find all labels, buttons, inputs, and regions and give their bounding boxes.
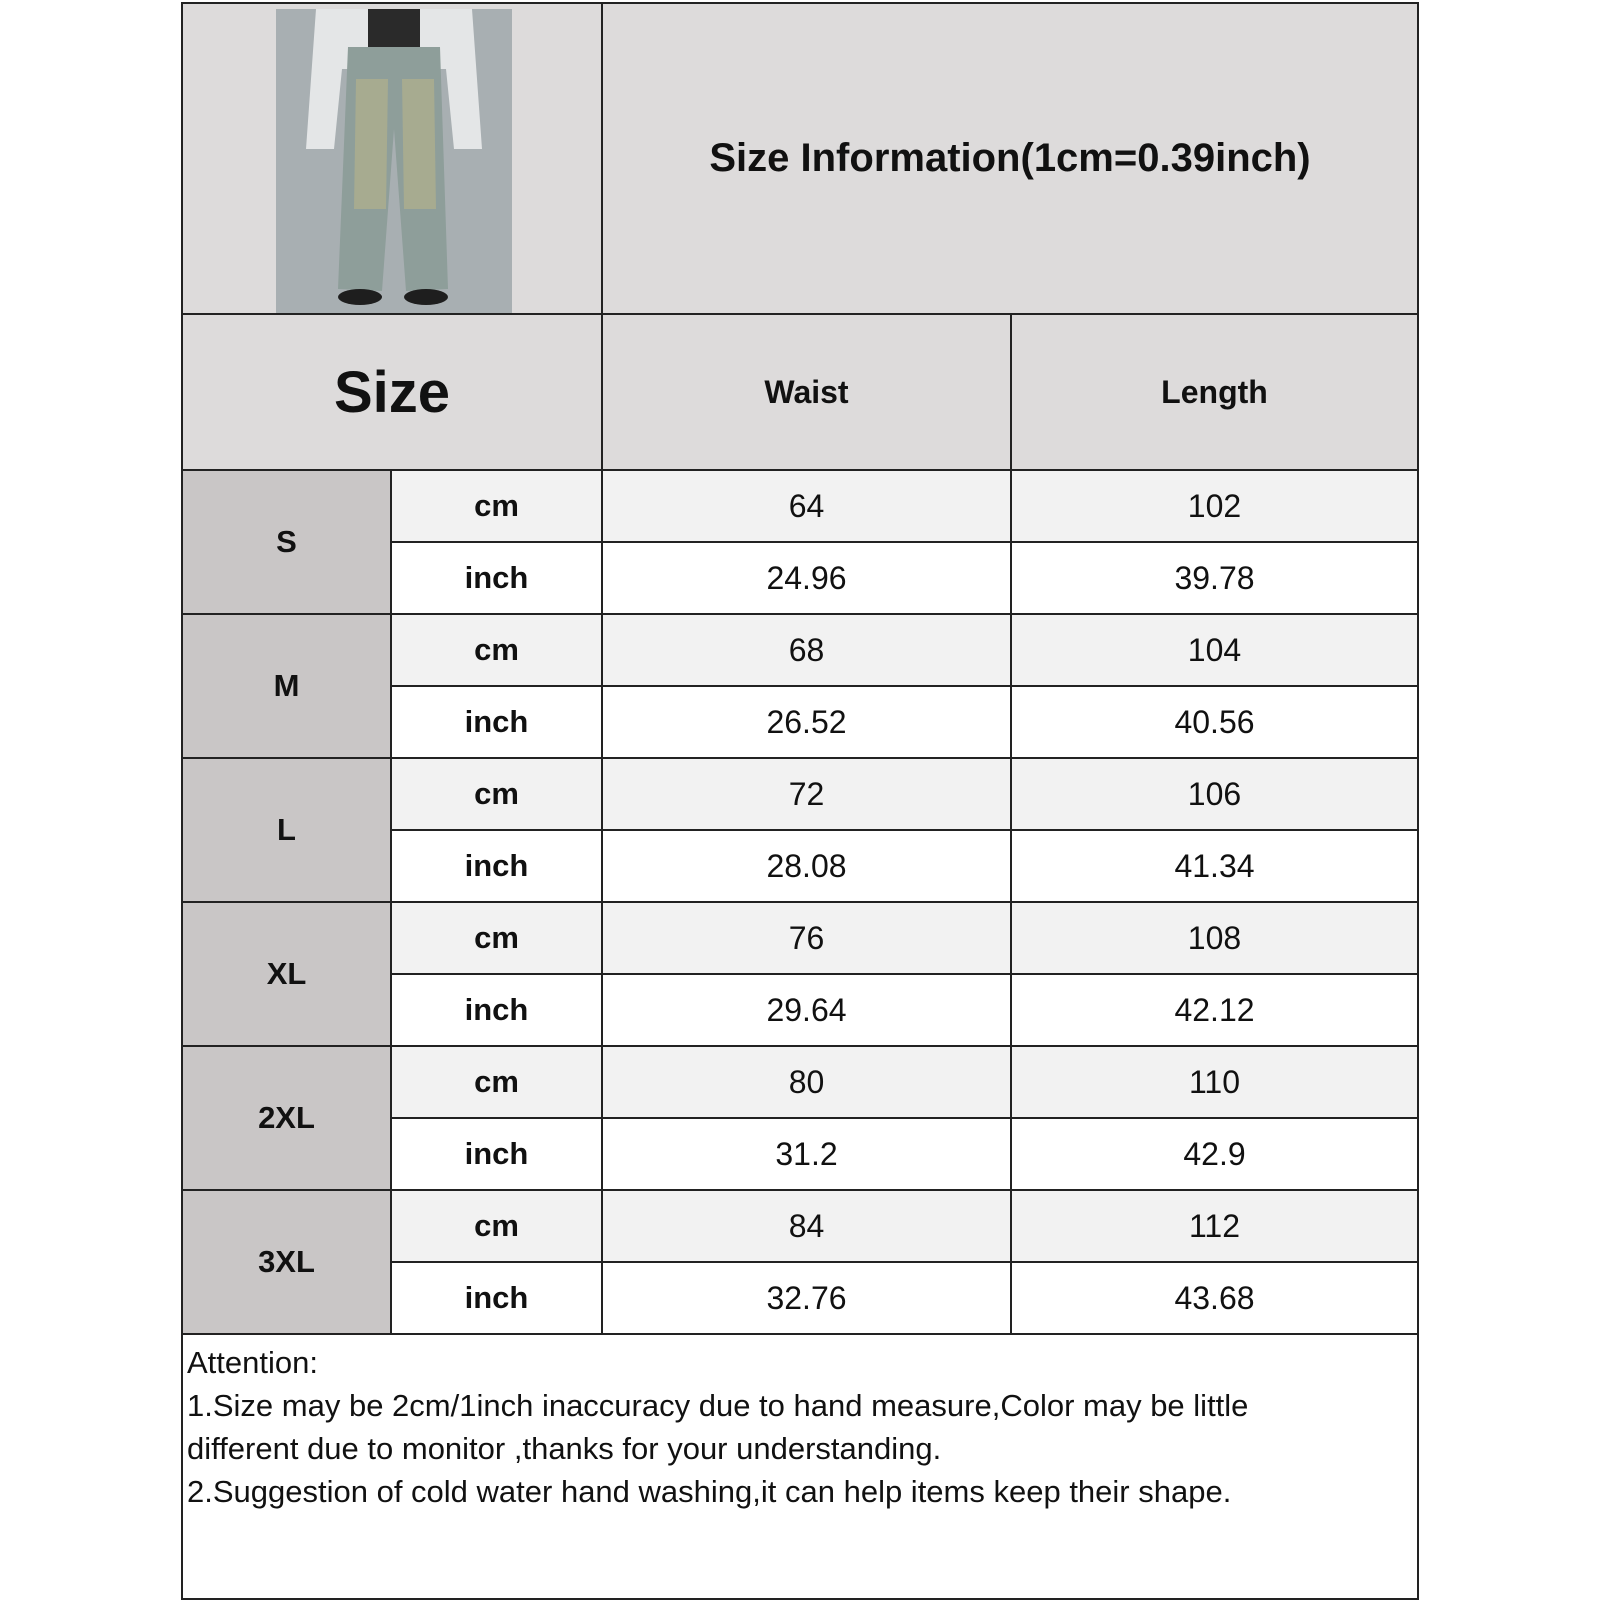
length-cm-cell	[1010, 901, 1419, 975]
waist-value: 26.52	[766, 703, 847, 740]
waist-header-cell	[601, 313, 1012, 471]
size-label: 2XL	[258, 1100, 315, 1135]
unit-label: inch	[464, 992, 529, 1027]
attention-line-3: 2.Suggestion of cold water hand washing,it can help items keep their shape.	[187, 1474, 1232, 1509]
length-value: 106	[1187, 775, 1242, 812]
waist-inch-cell	[601, 541, 1012, 615]
length-inch-cell	[1010, 829, 1419, 903]
waist-value: 32.76	[766, 1279, 847, 1316]
attention-line-2: different due to monitor ,thanks for your understanding.	[187, 1431, 942, 1466]
waist-value: 31.2	[775, 1135, 838, 1172]
unit-cell-inch	[390, 541, 603, 615]
size-label: S	[276, 524, 297, 559]
length-cm-cell	[1010, 469, 1419, 543]
length-value: 110	[1188, 1063, 1240, 1100]
waist-inch-cell	[601, 1117, 1012, 1191]
length-cm-cell	[1010, 757, 1419, 831]
size-cell-m	[181, 613, 392, 759]
unit-label: cm	[474, 488, 519, 523]
waist-value: 68	[788, 631, 825, 668]
unit-cell-cm	[390, 1189, 603, 1263]
length-value: 43.68	[1174, 1279, 1255, 1316]
unit-label: cm	[474, 632, 519, 667]
unit-cell-cm	[390, 757, 603, 831]
length-cm-cell	[1010, 613, 1419, 687]
waist-value: 84	[788, 1207, 825, 1244]
waist-value: 64	[788, 487, 825, 524]
length-value: 40.56	[1174, 703, 1255, 740]
size-info-title: Size Information(1cm=0.39inch)	[709, 136, 1311, 180]
unit-cell-inch	[390, 973, 603, 1047]
waist-cm-cell	[601, 1045, 1012, 1119]
unit-cell-cm	[390, 469, 603, 543]
size-cell-s	[181, 469, 392, 615]
length-cm-cell	[1010, 1045, 1419, 1119]
length-cm-cell	[1010, 1189, 1419, 1263]
size-cell-l	[181, 757, 392, 903]
unit-label: cm	[474, 920, 519, 955]
unit-cell-inch	[390, 829, 603, 903]
size-info-title-cell	[601, 2, 1419, 315]
length-inch-cell	[1010, 541, 1419, 615]
unit-label: inch	[464, 560, 529, 595]
waist-value: 72	[788, 775, 825, 812]
size-chart	[181, 2, 1419, 1600]
length-inch-cell	[1010, 1117, 1419, 1191]
unit-label: cm	[474, 1208, 519, 1243]
length-header-cell	[1010, 313, 1419, 471]
length-inch-cell	[1010, 973, 1419, 1047]
size-label: L	[277, 812, 296, 847]
length-inch-cell	[1010, 1261, 1419, 1335]
waist-inch-cell	[601, 829, 1012, 903]
attention-heading: Attention:	[187, 1345, 318, 1380]
size-header: Size	[333, 359, 451, 425]
length-value: 39.78	[1174, 559, 1255, 596]
unit-cell-inch	[390, 1117, 603, 1191]
size-label: M	[273, 668, 300, 703]
waist-inch-cell	[601, 1261, 1012, 1335]
size-label: XL	[266, 956, 307, 991]
waist-value: 28.08	[766, 847, 847, 884]
size-cell-3xl	[181, 1189, 392, 1335]
length-value: 41.34	[1174, 847, 1255, 884]
length-value: 108	[1187, 919, 1242, 956]
unit-label: inch	[464, 848, 529, 883]
length-value: 42.9	[1183, 1135, 1246, 1172]
waist-inch-cell	[601, 973, 1012, 1047]
waist-value: 29.64	[766, 991, 847, 1028]
waist-value: 76	[788, 919, 825, 956]
unit-label: inch	[464, 1280, 529, 1315]
waist-cm-cell	[601, 901, 1012, 975]
size-label: 3XL	[258, 1244, 315, 1279]
waist-header: Waist	[764, 373, 849, 410]
length-inch-cell	[1010, 685, 1419, 759]
unit-cell-cm	[390, 1045, 603, 1119]
attention-notes	[181, 1333, 1419, 1600]
unit-label: inch	[464, 1136, 529, 1171]
waist-cm-cell	[601, 1189, 1012, 1263]
length-header: Length	[1161, 373, 1268, 410]
length-value: 102	[1187, 487, 1242, 524]
waist-inch-cell	[601, 685, 1012, 759]
unit-label: inch	[464, 704, 529, 739]
size-cell-xl	[181, 901, 392, 1047]
unit-cell-inch	[390, 685, 603, 759]
unit-cell-inch	[390, 1261, 603, 1335]
product-photo	[276, 9, 512, 314]
waist-value: 24.96	[766, 559, 847, 596]
size-header-cell	[181, 313, 603, 471]
unit-label: cm	[474, 1064, 519, 1099]
waist-value: 80	[788, 1063, 825, 1100]
size-cell-2xl	[181, 1045, 392, 1191]
attention-line-1: 1.Size may be 2cm/1inch inaccuracy due to hand measure,Color may be little	[187, 1388, 1249, 1423]
unit-label: cm	[474, 776, 519, 811]
waist-cm-cell	[601, 757, 1012, 831]
waist-cm-cell	[601, 613, 1012, 687]
waist-cm-cell	[601, 469, 1012, 543]
length-value: 104	[1187, 631, 1242, 668]
product-photo-cell	[181, 2, 603, 315]
length-value: 112	[1188, 1207, 1240, 1244]
unit-cell-cm	[390, 613, 603, 687]
unit-cell-cm	[390, 901, 603, 975]
length-value: 42.12	[1174, 991, 1255, 1028]
